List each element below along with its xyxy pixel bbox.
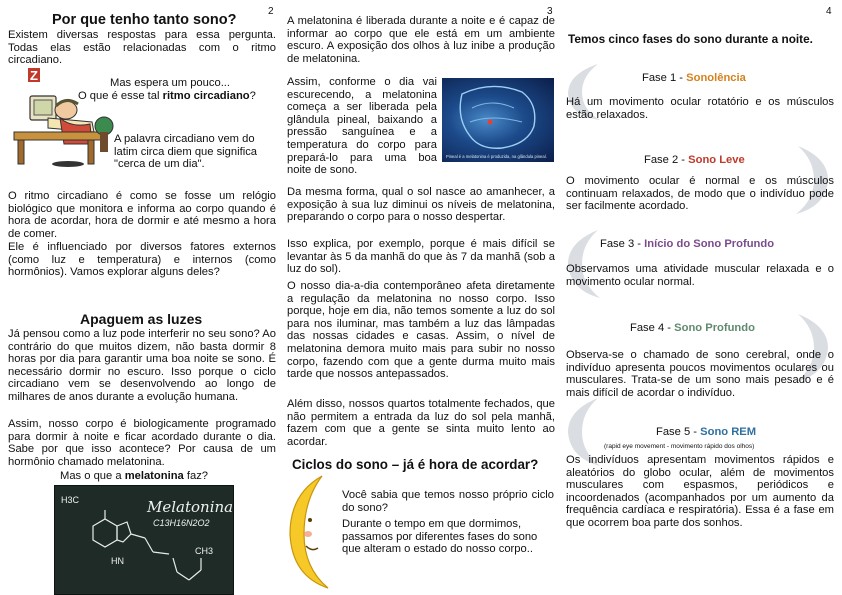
- paragraph-relogio: O ritmo circadiano é como se fosse um relógio biológico que monitora e informa ao corpo quando é hora de acordar, hora de dormir e até mesmo a hora de comer.: [8, 190, 276, 240]
- paragraph-contemporaneo: O nosso dia-a-dia contemporâneo afeta diretamente a regulação da melatonina no nosso corpo. Isso porque, hoje em dia, não temos somente a luz do sol para nos iluminar, mas também a luz das lâmpadas das nossas cidades e casas. Assim, o nível de melatonina demora muito mais para subir no nosso corpo, fazendo com que a gente durma muito mais tarde que nossos antepassados.: [287, 280, 555, 381]
- sleeping-person-illustration: [8, 66, 114, 168]
- phase-5-text: Os indivíduos apresentam movimentos rápidos e aleatórios do globo ocular, além de movimentos musculares com espasmos, periódicos e incoordenados (acompanhados por um aumento da frequência cardíaca e respiratória). Essa é a fase em que ocorrem boa parte dos sonhos.: [566, 454, 834, 529]
- phase-1-text: Há um movimento ocular rotatório e os músculos estão relaxados.: [566, 96, 834, 121]
- paragraph-fatores: Ele é influenciado por diversos fatores externos (como luz e temperatura) e internos (como hormônios). Vamos explorar alguns deles?: [8, 241, 276, 279]
- melatonina-question: Mas o que a melatonina faz?: [60, 470, 209, 482]
- section-title-luzes: Apaguem as luzes: [80, 311, 203, 327]
- phase-4-heading: Fase 4 - Sono Profundo: [630, 322, 755, 334]
- phase-5-heading: Fase 5 - Sono REM: [656, 426, 757, 438]
- brain-caption: Pineal é a melatonina é produzida, na glândula pineal.: [446, 154, 547, 159]
- page-3: [282, 0, 560, 595]
- board-formula: C13H16N2O2: [153, 518, 210, 528]
- brain-image: [442, 78, 554, 162]
- section-title-fases: Temos cinco fases do sono durante a noite.: [568, 32, 813, 46]
- latin-origin: A palavra circadiano vem do latim circa diem que significa "cerca de um dia".: [114, 133, 258, 171]
- page-4: [560, 0, 842, 595]
- question-fases: Durante o tempo em que dormimos, passamos por diferentes fases do sono que alteram o estado do nosso corpo..: [342, 518, 538, 556]
- paragraph-liberada: A melatonina é liberada durante a noite e é capaz de informar ao corpo que ele está em um ambiente escuro. A exposição dos olhos à luz inibe a produção de melatonina.: [287, 15, 555, 65]
- moon-illustration: [284, 472, 344, 592]
- paragraph-cinco-manha: Isso explica, por exemplo, porque é mais difícil se levantar às 5 da manhã do que às 7 da manhã (sob a luz do sol).: [287, 238, 555, 276]
- wait-line-1: Mas espera um pouco...: [110, 77, 231, 89]
- paragraph-sol: Da mesma forma, qual o sol nasce ao amanhecer, a exposição à sua luz diminui os níveis de melatonina, preparando o corpo para o nosso despertar.: [287, 186, 555, 224]
- phase-3-heading: Fase 3 - Início do Sono Profundo: [600, 238, 775, 250]
- paragraph-luz: Já pensou como a luz pode interferir no seu sono? Ao contrário do que muitos dizem, não basta dormir 8 horas por dia para garantir uma boa noite se sono. É necessário dormir no escuro. Isso porque o ciclo circadiano vem se desenvolvendo ao longo de milhares de anos durante a evolução humana.: [8, 328, 276, 403]
- keyword-ritmo-circadiano: ritmo circadiano: [162, 90, 250, 102]
- phase-2-heading: Fase 2 - Sono Leve: [644, 154, 745, 166]
- paragraph-corpo: Assim, nosso corpo é biologicamente programado para dormir à noite e ficar acordado durante o dia. Sabe por que isso acontece? Por causa de um hormônio chamado melatonina.: [8, 418, 276, 468]
- page-number: 3: [547, 6, 553, 17]
- paragraph-escurecendo: Assim, conforme o dia vai escurecendo, a melatonina começa a ser liberada pela glândula pineal, baixando a pressão sanguínea e a temperatura do corpo para prepará-lo para uma boa noite de sono.: [287, 76, 437, 177]
- section-title: Por que tenho tanto sono?: [52, 12, 237, 28]
- wait-line-2: O que é esse tal ritmo circadiano?: [78, 90, 256, 102]
- board-title: Melatonina: [147, 498, 234, 516]
- phase-5-subtitle: (rapid eye movement - movimento rápido dos olhos): [604, 443, 755, 450]
- melatonina-chalkboard: [54, 485, 234, 595]
- question-ciclo: Você sabia que temos nosso próprio ciclo do sono?: [342, 489, 554, 514]
- board-hn: HN: [111, 556, 124, 566]
- page-2: [0, 0, 282, 595]
- phase-1-heading: Fase 1 - Sonolência: [642, 72, 746, 84]
- paragraph-quartos: Além disso, nossos quartos totalmente fechados, que não permitem a entrada da luz do sol pela manhã, fazem com que a gente se sinta muito lento ao acordar.: [287, 398, 555, 448]
- phase-4-text: Observa-se o chamado de sono cerebral, onde o indivíduo apresenta poucos movimentos oculares ou musculares. Trata-se de um sono mais pesado e é mais difícil de acordar o indivíduo.: [566, 349, 834, 399]
- page-number: 2: [268, 6, 274, 17]
- board-ch3: CH3: [195, 546, 214, 556]
- board-h3c: H3C: [61, 495, 80, 505]
- phase-2-text: O movimento ocular é normal e os músculos continuam relaxados, de modo que o indivíduo pode ser facilmente acordado.: [566, 175, 834, 213]
- section-title-ciclos: Ciclos do sono – já é hora de acordar?: [292, 457, 539, 472]
- phase-3-text: Observamos uma atividade muscular relaxada e o movimento ocular normal.: [566, 263, 834, 288]
- page-number: 4: [826, 6, 832, 17]
- intro-paragraph: Existem diversas respostas para essa pergunta. Todas elas estão relacionadas com o ritmo circadiano.: [8, 29, 276, 67]
- svg-text:Z: Z: [30, 68, 38, 83]
